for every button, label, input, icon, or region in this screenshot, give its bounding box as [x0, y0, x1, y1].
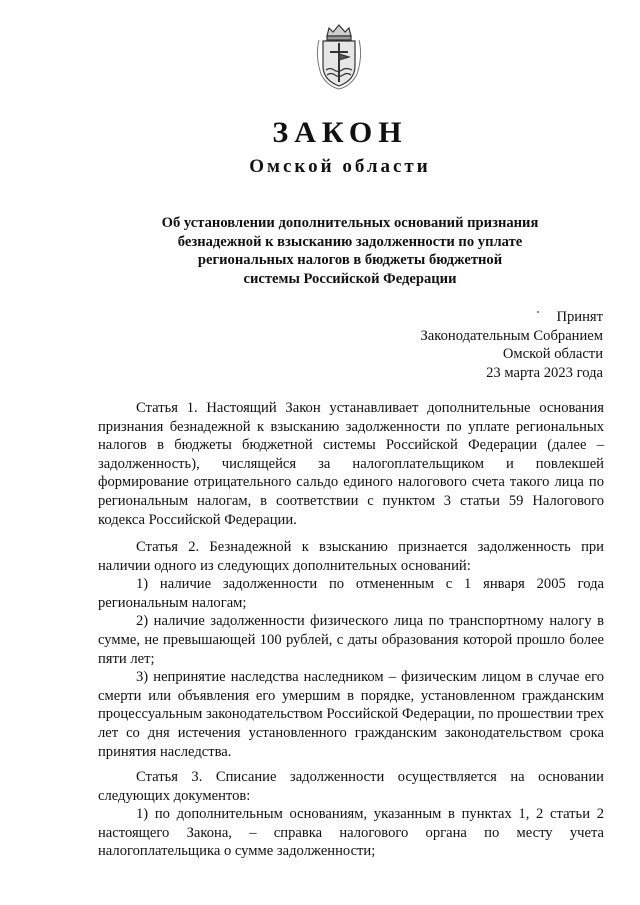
adoption-line: Принят [556, 309, 603, 325]
article-paragraph: Статья 1. Настоящий Закон устанавливает дополнительные основания признания безнадежной к взысканию задолженности по уплате региональных налогов в бюджеты бюджетной системы Российской Федерации (далее – задолженность), числящейся за налогоплательщиком и повлекшей формирование отрицательного сальдо единого налогового счета такого лица по региональным налогам, в соответствии с пунктом 3 статьи 59 Налогового кодекса Российской Федерации. [98, 400, 604, 528]
law-title-line: системы Российской Федерации [243, 270, 457, 287]
article-2 [98, 538, 604, 761]
article-item: 1) по дополнительным основаниям, указанным в пунктах 1, 2 статьи 2 настоящего Закона, – справка налогового органа по месту учета налогоплательщика о сумме задолженности; [98, 806, 604, 860]
article-paragraph: Статья 2. Безнадежной к взысканию признается задолженность при наличии одного из следующих дополнительных оснований: [98, 539, 604, 574]
document-type-heading: ЗАКОН [272, 116, 408, 149]
law-title [140, 214, 560, 288]
article-item: 3) непринятие наследства наследником – физическим лицом в случае его смерти или объявления его умершим в порядке, установленном гражданским процессуальным законодательством Российской Федерации, по прошествии трех лет со дня истечения установленного гражданским законодательством срока принятия наследства. [98, 669, 604, 760]
article-item: 1) наличие задолженности по отмененным с 1 января 2005 года региональным налогам; [98, 576, 604, 611]
article-3 [98, 768, 604, 861]
law-title-line: региональных налогов в бюджеты бюджетной [197, 252, 503, 268]
adoption-line: Омской области [502, 346, 603, 363]
article-item: 2) наличие задолженности физического лица по транспортному налогу в сумме, не превышающей 100 рублей, с даты образования которой прошло более пяти лет; [98, 613, 604, 667]
region-heading: Омской области [249, 156, 431, 177]
article-paragraph: Статья 3. Списание задолженности осуществляется на основании следующих документов: [98, 769, 604, 804]
coat-of-arms-icon [313, 22, 365, 90]
law-title-line: безнадежной к взысканию задолженности по уплате [177, 233, 523, 250]
adoption-line: Законодательным Собранием [420, 327, 603, 344]
adoption-block [421, 308, 604, 382]
article-1 [98, 399, 604, 529]
law-title-line: Об установлении дополнительных оснований признания [161, 215, 539, 231]
adoption-date: 23 марта 2023 года [486, 364, 603, 381]
